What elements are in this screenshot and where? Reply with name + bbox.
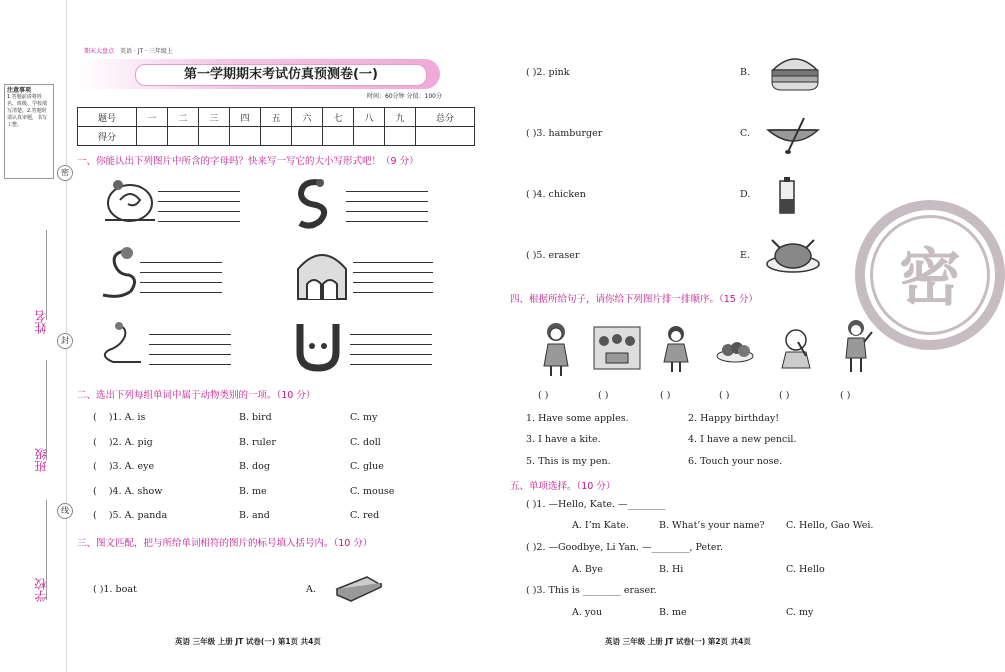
- score-header-row: [78, 108, 475, 127]
- roast-chicken-image: [764, 234, 822, 276]
- s5-q1-opt-a[interactable]: A. I’m Kate.: [572, 520, 629, 531]
- score-cell: 九: [385, 108, 416, 127]
- s2-q5-b: B. and: [239, 510, 270, 521]
- s5-q1-opt-c[interactable]: C. Hello, Gao Wei.: [786, 520, 874, 531]
- order-paren-5[interactable]: ( ): [779, 390, 790, 401]
- s3-q4[interactable]: ( )4. chicken: [526, 189, 586, 200]
- score-cell: 一: [136, 108, 167, 127]
- score-cell: 三: [198, 108, 229, 127]
- score-input[interactable]: [291, 127, 322, 146]
- write-line[interactable]: [158, 211, 240, 212]
- s5-q2[interactable]: ( )2. —Goodbye, Li Yan. —________, Peter.: [526, 542, 724, 553]
- sentence-5: 5. This is my pen.: [526, 456, 611, 467]
- page-title: 第一学期期末考试仿真预测卷(一): [135, 64, 427, 86]
- paren: (: [93, 437, 97, 448]
- notice-text: 1.答题前请将姓名、班级、学校填写清楚。2.答题时请认真审题，书写工整。: [7, 94, 48, 128]
- write-line[interactable]: [350, 364, 432, 365]
- sentence-3: 3. I have a kite.: [526, 434, 601, 445]
- s3-q2[interactable]: ( )2. pink: [526, 67, 570, 78]
- s5-q2-opt-b[interactable]: B. Hi: [659, 564, 684, 575]
- score-cell: 五: [260, 108, 291, 127]
- s5-q3-opt-b[interactable]: B. me: [659, 607, 687, 618]
- s3-opt-b: B.: [740, 67, 751, 78]
- s2-q5-c: C. red: [350, 510, 380, 521]
- sentence-1: 1. Have some apples.: [526, 413, 629, 424]
- score-input[interactable]: [322, 127, 353, 146]
- write-line[interactable]: [140, 282, 222, 283]
- s5-q1[interactable]: ( )1. —Hello, Kate. —________: [526, 499, 666, 510]
- boy-touch-nose-image: [778, 326, 818, 372]
- score-row: [78, 127, 475, 146]
- score-cell: 六: [291, 108, 322, 127]
- score-input[interactable]: [136, 127, 167, 146]
- write-line[interactable]: [346, 211, 428, 212]
- s3-opt-c: C.: [740, 128, 750, 139]
- girl-kite-image: [660, 322, 696, 376]
- name-label: 姓名: [34, 310, 48, 334]
- score-cell: 四: [229, 108, 260, 127]
- option-a: )4. A. show: [108, 486, 163, 497]
- sentence-6: 6. Touch your nose.: [688, 456, 783, 467]
- paren: (: [93, 510, 97, 521]
- apples-image: [715, 338, 755, 364]
- name-line: [46, 230, 47, 320]
- hamburger-image: [768, 50, 822, 92]
- footer-right: 英语 三年级 上册 JT 试卷(一) 第2页 共4页: [605, 637, 751, 646]
- pink-paint-tube-image: [776, 175, 806, 217]
- write-line[interactable]: [353, 272, 433, 273]
- birthday-party-image: [592, 325, 642, 371]
- write-line[interactable]: [149, 344, 231, 345]
- write-line[interactable]: [140, 272, 222, 273]
- s2-q3[interactable]: [93, 461, 154, 472]
- class-label: 班级: [34, 448, 48, 472]
- write-line[interactable]: [350, 344, 432, 345]
- paren: (: [93, 486, 97, 497]
- write-line[interactable]: [353, 292, 433, 293]
- s5-q3-opt-c[interactable]: C. my: [786, 607, 814, 618]
- s3-q5[interactable]: ( )5. eraser: [526, 250, 580, 261]
- girl-pencil-image: [538, 320, 574, 378]
- s3-opt-a: A.: [306, 584, 316, 595]
- sentence-4: 4. I have a new pencil.: [688, 434, 797, 445]
- score-input[interactable]: [229, 127, 260, 146]
- letter-s-snake-image: [288, 175, 338, 227]
- score-input[interactable]: [385, 127, 416, 146]
- write-line[interactable]: [158, 221, 240, 222]
- score-cell: 七: [322, 108, 353, 127]
- binding-strip: [0, 0, 67, 672]
- s5-q3[interactable]: ( )3. This is ________ eraser.: [526, 585, 657, 596]
- score-input[interactable]: [260, 127, 291, 146]
- seal-character: 密: [870, 215, 990, 335]
- class-line: [46, 360, 47, 460]
- notice-box: [4, 84, 54, 179]
- option-a: )5. A. panda: [108, 510, 168, 521]
- order-paren-4[interactable]: ( ): [719, 390, 730, 401]
- eraser-image: [333, 573, 383, 603]
- score-table: [77, 107, 475, 146]
- write-line[interactable]: [346, 201, 428, 202]
- s2-q4-c: C. mouse: [350, 486, 395, 497]
- s2-q1-b: B. bird: [239, 412, 272, 423]
- score-label: 得分: [78, 127, 137, 146]
- s5-q1-opt-b[interactable]: B. What’s your name?: [659, 520, 765, 531]
- score-cell: 八: [354, 108, 385, 127]
- order-paren-3[interactable]: ( ): [660, 390, 671, 401]
- write-line[interactable]: [346, 221, 428, 222]
- child-pen-image: [838, 318, 874, 378]
- write-line[interactable]: [353, 262, 433, 263]
- s2-q4-b: B. me: [239, 486, 267, 497]
- section5-title: 五、单项选择。（10 分）: [510, 481, 616, 492]
- subject-line: 英语 · JT · 三年级上: [120, 48, 173, 55]
- write-line[interactable]: [353, 282, 433, 283]
- school-label: 学校: [34, 578, 48, 602]
- score-cell: 二: [167, 108, 198, 127]
- cut-mark-2: 封: [57, 333, 73, 349]
- write-line[interactable]: [140, 292, 222, 293]
- s3-opt-e: E.: [740, 250, 750, 261]
- boat-image: [764, 112, 822, 154]
- s2-q4[interactable]: [93, 486, 162, 497]
- letter-g-snail-image: [100, 175, 160, 225]
- s3-q3[interactable]: ( )3. hamburger: [526, 128, 603, 139]
- section4-title: 四、根据所给句子，请你给下列图片排一排顺序。（15 分）: [510, 294, 758, 305]
- write-line[interactable]: [149, 334, 231, 335]
- option-a: )1. A. is: [108, 412, 146, 423]
- option-a: )2. A. pig: [108, 437, 153, 448]
- write-line[interactable]: [140, 262, 222, 263]
- sentence-2: 2. Happy birthday!: [688, 413, 780, 424]
- order-paren-6[interactable]: ( ): [840, 390, 851, 401]
- letter-s-animal-image: [95, 245, 155, 303]
- score-input[interactable]: [198, 127, 229, 146]
- write-line[interactable]: [350, 354, 432, 355]
- s5-q2-opt-a[interactable]: A. Bye: [572, 564, 603, 575]
- s2-q3-c: C. glue: [350, 461, 384, 472]
- cut-mark-1: 密: [57, 165, 73, 181]
- write-line[interactable]: [158, 191, 240, 192]
- option-a: )3. A. eye: [108, 461, 155, 472]
- s3-q1[interactable]: ( )1. boat: [93, 584, 137, 595]
- cut-mark-3: 线: [57, 503, 73, 519]
- section3-title: 三、图文匹配，把与所给单词相符的图片的标号填入括号内。（10 分）: [77, 538, 373, 549]
- s2-q1[interactable]: [93, 412, 145, 423]
- score-cell: 题号: [78, 108, 137, 127]
- s3-opt-d: D.: [740, 189, 751, 200]
- write-line[interactable]: [346, 191, 428, 192]
- write-line[interactable]: [149, 354, 231, 355]
- write-line[interactable]: [350, 334, 432, 335]
- series-label: 期末大盘点: [84, 48, 115, 55]
- s2-q1-c: C. my: [350, 412, 378, 423]
- notice-title: 注意事项: [7, 87, 32, 94]
- write-line[interactable]: [158, 201, 240, 202]
- order-paren-2[interactable]: ( ): [598, 390, 609, 401]
- section1-title: 一、你能认出下列图片中所含的字母吗？快来写一写它的大小写形式吧！（9 分）: [77, 156, 419, 167]
- s2-q2[interactable]: [93, 437, 153, 448]
- letter-m-house-image: [293, 244, 351, 302]
- s2-q5[interactable]: [93, 510, 167, 521]
- header-series: [84, 46, 173, 55]
- score-input[interactable]: [167, 127, 198, 146]
- order-paren-1[interactable]: ( ): [538, 390, 549, 401]
- score-input[interactable]: [354, 127, 385, 146]
- paren: (: [93, 412, 97, 423]
- s5-q2-opt-c[interactable]: C. Hello: [786, 564, 825, 575]
- score-input[interactable]: [416, 127, 475, 146]
- s2-q3-b: B. dog: [239, 461, 270, 472]
- letter-a-swan-image: [97, 318, 147, 370]
- letter-u-worm-image: [290, 318, 346, 374]
- s2-q2-c: C. doll: [350, 437, 381, 448]
- time-score-line: 时间：60分钟 分值：100分: [367, 93, 442, 100]
- s5-q3-opt-a[interactable]: A. you: [572, 607, 603, 618]
- s2-q2-b: B. ruler: [239, 437, 276, 448]
- section2-title: 二、选出下列每组单词中属于动物类别的一项。（10 分）: [77, 390, 316, 401]
- write-line[interactable]: [149, 364, 231, 365]
- paren: (: [93, 461, 97, 472]
- score-cell: 总分: [416, 108, 475, 127]
- footer-left: 英语 三年级 上册 JT 试卷(一) 第1页 共4页: [175, 637, 321, 646]
